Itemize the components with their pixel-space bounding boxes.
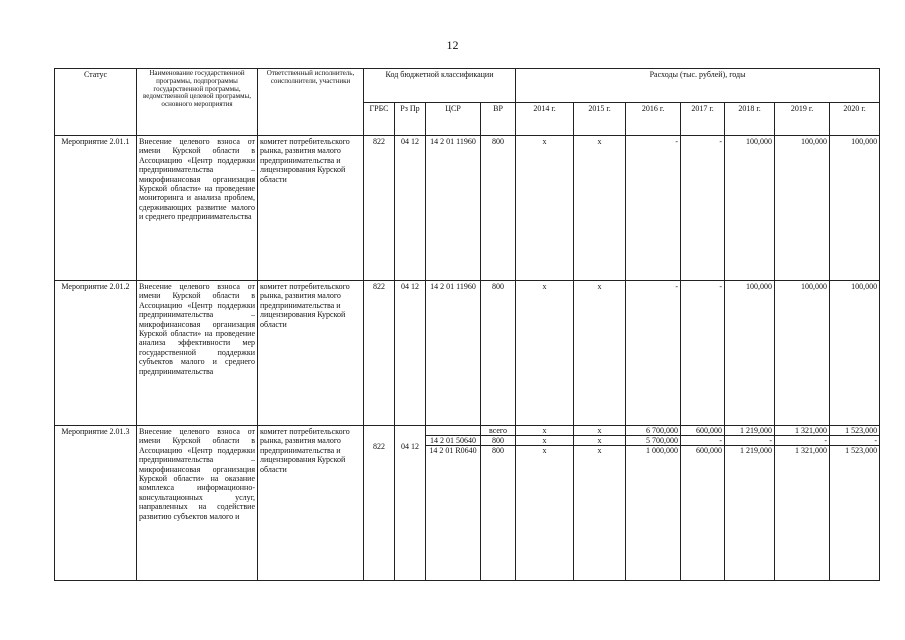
row-value-2019: 100,000 xyxy=(775,281,830,426)
row-responsible: комитет потребительского рынка, развития малого предпринимательства и лицензирования Курской области xyxy=(258,426,364,581)
subline-value: 5 700,000 xyxy=(626,436,680,446)
row-value-2015-sublines xyxy=(574,426,626,581)
row-value-2015: x xyxy=(574,281,626,426)
subline-value: x xyxy=(516,436,573,446)
header-row-group xyxy=(55,69,880,103)
header-year: 2015 г. xyxy=(574,102,626,136)
subline-vr: 800 xyxy=(492,446,505,455)
row-vr: 800 xyxy=(481,136,516,281)
row-value-2017: - xyxy=(681,136,725,281)
row-grbs: 822 xyxy=(364,426,395,581)
row-status: Мероприятие 2.01.1 xyxy=(55,136,137,281)
subline-value: 1 523,000 xyxy=(830,426,879,436)
row-value-2017-sublines xyxy=(681,426,725,581)
row-value-2014: x xyxy=(516,281,574,426)
row-value-2020: 100,000 xyxy=(830,136,880,281)
subline-value: - xyxy=(681,436,724,446)
row-value-2018-sublines xyxy=(725,426,775,581)
subline-csr xyxy=(426,426,480,436)
header-year: 2020 г. xyxy=(830,102,880,136)
table-row xyxy=(55,426,880,581)
header-grbs: ГРБС xyxy=(364,102,395,136)
row-responsible: комитет потребительского рынка, развития малого предпринимательства и лицензирования Курской области xyxy=(258,281,364,426)
row-name: Внесение целевого взноса от имени Курской области в Ассоциацию «Центр поддержки предпринимательства – микрофинансовая организация Курской области» на проведение мониторинга и анализа проблем, сдерживающих развитие малого и среднего предпринимательства xyxy=(137,136,258,281)
row-csr-sublines xyxy=(426,426,481,581)
subline-value: - xyxy=(725,436,774,446)
row-value-2020-sublines xyxy=(830,426,880,581)
subline-value: 600,000 xyxy=(681,426,724,436)
subline-value: - xyxy=(775,436,829,446)
row-grbs: 822 xyxy=(364,136,395,281)
subline-value: - xyxy=(830,436,879,446)
row-csr: 14 2 01 11960 xyxy=(426,281,481,426)
row-name: Внесение целевого взноса от имени Курской области в Ассоциацию «Центр поддержки предпринимательства – микрофинансовая организация Курской области» на оказание комплекса информационно-консультационных услуг, направленных на содействие развитию субъектов малого и xyxy=(137,426,258,581)
row-name: Внесение целевого взноса от имени Курской области в Ассоциацию «Центр поддержки предпринимательства – микрофинансовая организация Курской области» на проведение анализа эффективности мер государственной поддержки субъектов малого и среднего предпринимательства xyxy=(137,281,258,426)
subline-value: x xyxy=(542,446,547,455)
row-value-2016-sublines xyxy=(626,426,681,581)
table-row xyxy=(55,281,880,426)
subline-value: 1 219,000 xyxy=(740,446,773,455)
subline-value: 1 321,000 xyxy=(795,446,828,455)
row-value-2018: 100,000 xyxy=(725,281,775,426)
row-value-2016: - xyxy=(626,136,681,281)
row-csr: 14 2 01 11960 xyxy=(426,136,481,281)
subline-value: x xyxy=(574,426,625,436)
header-year: 2014 г. xyxy=(516,102,574,136)
row-status: Мероприятие 2.01.2 xyxy=(55,281,137,426)
header-name: Наименование государственной программы, подпрограммы государственной программы, ведомственной целевой программы, основного мероприятия xyxy=(137,69,258,136)
row-rzpr: 04 12 xyxy=(395,136,426,281)
row-value-2015: x xyxy=(574,136,626,281)
header-rzpr: Рз Пр xyxy=(395,102,426,136)
row-vr-sublines xyxy=(481,426,516,581)
header-year: 2018 г. xyxy=(725,102,775,136)
subline-vr: всего xyxy=(481,426,515,436)
row-value-2017: - xyxy=(681,281,725,426)
row-value-2020: 100,000 xyxy=(830,281,880,426)
table-row xyxy=(55,136,880,281)
header-expenses-group: Расходы (тыс. рублей), годы xyxy=(516,69,880,103)
header-year: 2017 г. xyxy=(681,102,725,136)
header-year: 2016 г. xyxy=(626,102,681,136)
subline-value: 1 523,000 xyxy=(845,446,878,455)
row-responsible: комитет потребительского рынка, развития малого предпринимательства и лицензирования Курской области xyxy=(258,136,364,281)
row-value-2016: - xyxy=(626,281,681,426)
subline-value: 6 700,000 xyxy=(626,426,680,436)
subline-vr: 800 xyxy=(481,436,515,446)
header-responsible: Ответственный исполнитель, соисполнители, участники xyxy=(258,69,364,136)
row-value-2014-sublines xyxy=(516,426,574,581)
subline-value: 1 219,000 xyxy=(725,426,774,436)
budget-table xyxy=(54,68,880,581)
subline-value: 1 000,000 xyxy=(646,446,679,455)
header-vr: ВР xyxy=(481,102,516,136)
row-value-2014: x xyxy=(516,136,574,281)
row-rzpr: 04 12 xyxy=(395,426,426,581)
subline-value: x xyxy=(597,446,602,455)
subline-csr: 14 2 01 R0640 xyxy=(429,446,477,455)
subline-value: x xyxy=(574,436,625,446)
row-value-2019-sublines xyxy=(775,426,830,581)
page-number: 12 xyxy=(446,38,459,52)
row-status: Мероприятие 2.01.3 xyxy=(55,426,137,581)
subline-value: 1 321,000 xyxy=(775,426,829,436)
header-bcc-group: Код бюджетной классификации xyxy=(364,69,516,103)
header-year: 2019 г. xyxy=(775,102,830,136)
row-value-2019: 100,000 xyxy=(775,136,830,281)
subline-value: x xyxy=(516,426,573,436)
row-vr: 800 xyxy=(481,281,516,426)
header-csr: ЦСР xyxy=(426,102,481,136)
subline-csr: 14 2 01 50640 xyxy=(426,436,480,446)
row-grbs: 822 xyxy=(364,281,395,426)
row-rzpr: 04 12 xyxy=(395,281,426,426)
row-value-2018: 100,000 xyxy=(725,136,775,281)
header-status: Статус xyxy=(55,69,137,136)
subline-value: 600,000 xyxy=(696,446,723,455)
